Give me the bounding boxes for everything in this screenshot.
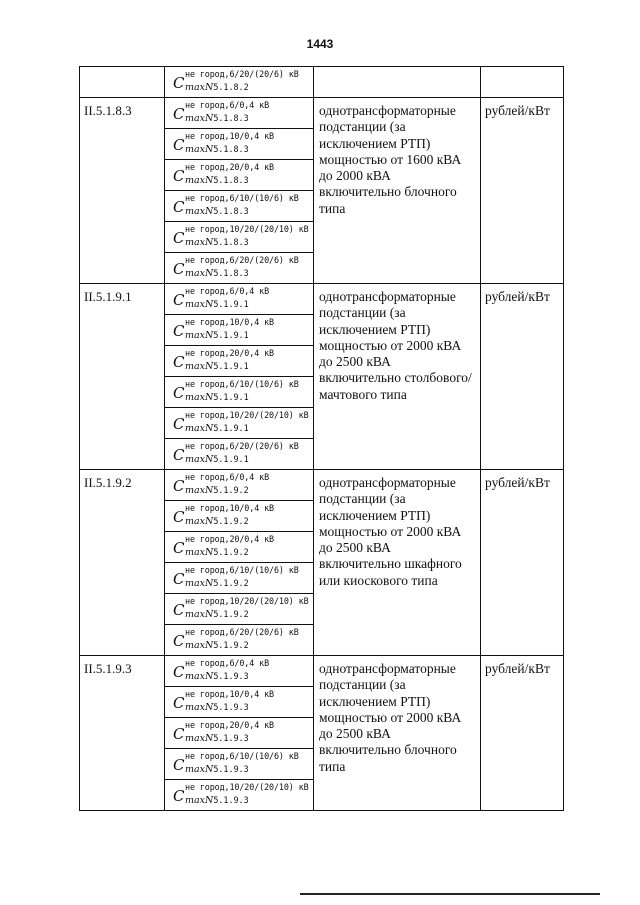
item-description: однотрансформаторные подстанции (за исключением РТП) мощностью от 2000 кВА до 2500 кВА включительно столбового/мачтового типа bbox=[314, 284, 481, 470]
formula-superscript: не город,6/0,4 кВ bbox=[185, 472, 270, 482]
formula-subscript-prefix: maxN bbox=[185, 144, 214, 155]
rate-formula bbox=[165, 656, 313, 686]
formula-subscript-prefix: maxN bbox=[185, 733, 214, 744]
rate-symbol: C bbox=[173, 167, 185, 185]
formula-cell bbox=[165, 594, 314, 625]
rate-symbol: C bbox=[173, 74, 185, 92]
formula-subscript bbox=[185, 144, 249, 155]
rate-symbol: C bbox=[173, 415, 185, 433]
formula-subscript-prefix: maxN bbox=[185, 268, 214, 279]
rate-formula bbox=[165, 501, 313, 531]
formula-superscript: не город,20/0,4 кВ bbox=[185, 534, 274, 544]
formula-subscript-prefix: maxN bbox=[185, 640, 214, 651]
item-code: II.5.1.9.1 bbox=[80, 284, 165, 470]
formula-subscript-code: 5.1.8.3 bbox=[213, 206, 249, 216]
formula-subscript bbox=[185, 206, 249, 217]
formula-subscript-code: 5.1.9.2 bbox=[213, 640, 249, 650]
formula-cell bbox=[165, 532, 314, 563]
formula-superscript: не город,6/10/(10/6) кВ bbox=[185, 193, 299, 203]
formula-subscript-prefix: maxN bbox=[185, 547, 214, 558]
formula-superscript: не город,10/0,4 кВ bbox=[185, 689, 274, 699]
formula-subscript bbox=[185, 175, 249, 186]
formula-subscript-prefix: maxN bbox=[185, 330, 214, 341]
item-code: II.5.1.9.3 bbox=[80, 656, 165, 811]
formula-superscript: не город,6/0,4 кВ bbox=[185, 286, 270, 296]
formula-cell bbox=[165, 780, 314, 811]
formula-subscript-code: 5.1.8.3 bbox=[213, 175, 249, 185]
rate-symbol: C bbox=[173, 198, 185, 216]
rate-symbol: C bbox=[173, 694, 185, 712]
formula-subscript-prefix: maxN bbox=[185, 206, 214, 217]
table-row bbox=[80, 656, 564, 687]
rate-symbol: C bbox=[173, 136, 185, 154]
rate-symbol: C bbox=[173, 384, 185, 402]
formula-cell bbox=[165, 222, 314, 253]
formula-cell bbox=[165, 98, 314, 129]
rate-formula bbox=[165, 563, 313, 593]
formula-subscript-prefix: maxN bbox=[185, 795, 214, 806]
bottom-rule bbox=[300, 893, 600, 895]
rate-formula bbox=[165, 129, 313, 159]
rate-symbol: C bbox=[173, 787, 185, 805]
rate-symbol: C bbox=[173, 632, 185, 650]
formula-cell bbox=[165, 749, 314, 780]
formula-cell bbox=[165, 687, 314, 718]
formula-subscript-code: 5.1.9.2 bbox=[213, 578, 249, 588]
rate-formula bbox=[165, 687, 313, 717]
formula-subscript-code: 5.1.9.3 bbox=[213, 795, 249, 805]
formula-subscript-code: 5.1.9.3 bbox=[213, 671, 249, 681]
rate-formula bbox=[165, 284, 313, 314]
rate-symbol: C bbox=[173, 570, 185, 588]
rate-symbol: C bbox=[173, 446, 185, 464]
formula-superscript: не город,6/20/(20/6) кВ bbox=[185, 69, 299, 79]
formula-cell bbox=[165, 191, 314, 222]
rate-formula bbox=[165, 191, 313, 221]
formula-subscript-prefix: maxN bbox=[185, 764, 214, 775]
formula-cell bbox=[165, 656, 314, 687]
item-description: однотрансформаторные подстанции (за исключением РТП) мощностью от 2000 кВА до 2500 кВА включительно блочного типа bbox=[314, 656, 481, 811]
formula-subscript-code: 5.1.8.3 bbox=[213, 113, 249, 123]
rate-symbol: C bbox=[173, 725, 185, 743]
formula-subscript-prefix: maxN bbox=[185, 361, 214, 372]
formula-subscript-code: 5.1.8.3 bbox=[213, 144, 249, 154]
rate-formula bbox=[165, 377, 313, 407]
formula-subscript-code: 5.1.9.1 bbox=[213, 299, 249, 309]
table-row bbox=[80, 67, 564, 98]
formula-superscript: не город,6/0,4 кВ bbox=[185, 658, 270, 668]
formula-subscript bbox=[185, 330, 249, 341]
formula-subscript-code: 5.1.9.1 bbox=[213, 361, 249, 371]
formula-superscript: не город,20/0,4 кВ bbox=[185, 162, 274, 172]
formula-subscript-code: 5.1.8.2 bbox=[213, 82, 249, 92]
formula-cell bbox=[165, 718, 314, 749]
formula-subscript-prefix: maxN bbox=[185, 392, 214, 403]
rate-formula bbox=[165, 253, 313, 283]
item-description: однотрансформаторные подстанции (за исключением РТП) мощностью от 1600 кВА до 2000 кВА включительно блочного типа bbox=[314, 98, 481, 284]
tariff-table-body bbox=[80, 67, 564, 811]
rate-symbol: C bbox=[173, 322, 185, 340]
item-code bbox=[80, 67, 165, 98]
formula-superscript: не город,6/20/(20/6) кВ bbox=[185, 627, 299, 637]
formula-cell bbox=[165, 563, 314, 594]
formula-subscript-code: 5.1.9.1 bbox=[213, 392, 249, 402]
formula-subscript bbox=[185, 423, 249, 434]
rate-symbol: C bbox=[173, 663, 185, 681]
formula-superscript: не город,10/20/(20/10) кВ bbox=[185, 596, 309, 606]
rate-formula bbox=[165, 780, 313, 810]
formula-subscript-code: 5.1.8.3 bbox=[213, 268, 249, 278]
formula-subscript bbox=[185, 702, 249, 713]
rate-symbol: C bbox=[173, 508, 185, 526]
formula-superscript: не город,10/20/(20/10) кВ bbox=[185, 410, 309, 420]
formula-subscript bbox=[185, 113, 249, 124]
rate-symbol: C bbox=[173, 229, 185, 247]
formula-subscript bbox=[185, 764, 249, 775]
formula-subscript-prefix: maxN bbox=[185, 423, 214, 434]
formula-subscript-prefix: maxN bbox=[185, 578, 214, 589]
formula-cell bbox=[165, 439, 314, 470]
rate-formula bbox=[165, 625, 313, 655]
formula-subscript-prefix: maxN bbox=[185, 299, 214, 310]
formula-subscript-prefix: maxN bbox=[185, 609, 214, 620]
formula-cell bbox=[165, 625, 314, 656]
formula-subscript bbox=[185, 795, 249, 806]
rate-formula bbox=[165, 594, 313, 624]
formula-subscript bbox=[185, 392, 249, 403]
formula-cell bbox=[165, 253, 314, 284]
formula-subscript-code: 5.1.9.2 bbox=[213, 516, 249, 526]
formula-subscript-code: 5.1.9.2 bbox=[213, 547, 249, 557]
item-unit: рублей/кВт bbox=[481, 284, 564, 470]
formula-subscript-prefix: maxN bbox=[185, 702, 214, 713]
rate-symbol: C bbox=[173, 105, 185, 123]
formula-subscript bbox=[185, 454, 249, 465]
rate-formula bbox=[165, 470, 313, 500]
formula-subscript bbox=[185, 82, 249, 93]
formula-superscript: не город,6/20/(20/6) кВ bbox=[185, 441, 299, 451]
rate-formula bbox=[165, 346, 313, 376]
rate-symbol: C bbox=[173, 291, 185, 309]
rate-formula bbox=[165, 532, 313, 562]
item-code: II.5.1.9.2 bbox=[80, 470, 165, 656]
formula-cell bbox=[165, 470, 314, 501]
formula-subscript bbox=[185, 361, 249, 372]
formula-superscript: не город,6/10/(10/6) кВ bbox=[185, 379, 299, 389]
formula-subscript-code: 5.1.9.1 bbox=[213, 423, 249, 433]
formula-subscript-code: 5.1.9.3 bbox=[213, 702, 249, 712]
rate-formula bbox=[165, 315, 313, 345]
formula-subscript bbox=[185, 237, 249, 248]
formula-superscript: не город,6/0,4 кВ bbox=[185, 100, 270, 110]
formula-superscript: не город,6/10/(10/6) кВ bbox=[185, 565, 299, 575]
rate-symbol: C bbox=[173, 477, 185, 495]
formula-superscript: не город,20/0,4 кВ bbox=[185, 348, 274, 358]
rate-symbol: C bbox=[173, 539, 185, 557]
formula-subscript bbox=[185, 609, 249, 620]
formula-subscript-code: 5.1.9.1 bbox=[213, 330, 249, 340]
page-number: 1443 bbox=[306, 37, 334, 51]
formula-subscript-prefix: maxN bbox=[185, 237, 214, 248]
formula-superscript: не город,10/0,4 кВ bbox=[185, 317, 274, 327]
item-description: однотрансформаторные подстанции (за исключением РТП) мощностью от 2000 кВА до 2500 кВА включительно шкафного или киоскового типа bbox=[314, 470, 481, 656]
item-unit: рублей/кВт bbox=[481, 470, 564, 656]
item-description bbox=[314, 67, 481, 98]
tariff-table bbox=[79, 66, 564, 811]
table-row bbox=[80, 98, 564, 129]
formula-superscript: не город,10/20/(20/10) кВ bbox=[185, 782, 309, 792]
rate-formula bbox=[165, 98, 313, 128]
formula-cell bbox=[165, 129, 314, 160]
formula-subscript bbox=[185, 733, 249, 744]
formula-subscript bbox=[185, 299, 249, 310]
formula-subscript-code: 5.1.9.1 bbox=[213, 454, 249, 464]
formula-subscript-prefix: maxN bbox=[185, 175, 214, 186]
formula-subscript bbox=[185, 516, 249, 527]
item-code: II.5.1.8.3 bbox=[80, 98, 165, 284]
formula-subscript-code: 5.1.9.3 bbox=[213, 764, 249, 774]
formula-cell bbox=[165, 408, 314, 439]
formula-subscript bbox=[185, 578, 249, 589]
formula-subscript-prefix: maxN bbox=[185, 113, 214, 124]
rate-formula bbox=[165, 439, 313, 469]
rate-symbol: C bbox=[173, 756, 185, 774]
formula-cell bbox=[165, 315, 314, 346]
rate-formula bbox=[165, 160, 313, 190]
formula-cell bbox=[165, 501, 314, 532]
formula-subscript-prefix: maxN bbox=[185, 82, 214, 93]
item-unit: рублей/кВт bbox=[481, 656, 564, 811]
rate-formula bbox=[165, 718, 313, 748]
rate-formula bbox=[165, 222, 313, 252]
formula-superscript: не город,10/0,4 кВ bbox=[185, 503, 274, 513]
rate-formula bbox=[165, 749, 313, 779]
formula-subscript bbox=[185, 268, 249, 279]
formula-subscript-prefix: maxN bbox=[185, 485, 214, 496]
formula-subscript bbox=[185, 671, 249, 682]
rate-symbol: C bbox=[173, 260, 185, 278]
formula-subscript-prefix: maxN bbox=[185, 516, 214, 527]
formula-superscript: не город,10/20/(20/10) кВ bbox=[185, 224, 309, 234]
formula-cell bbox=[165, 377, 314, 408]
formula-subscript-code: 5.1.9.2 bbox=[213, 485, 249, 495]
table-row bbox=[80, 470, 564, 501]
rate-formula bbox=[165, 67, 313, 97]
table-row bbox=[80, 284, 564, 315]
formula-subscript-code: 5.1.9.3 bbox=[213, 733, 249, 743]
formula-cell bbox=[165, 67, 314, 98]
formula-subscript-code: 5.1.9.2 bbox=[213, 609, 249, 619]
formula-superscript: не город,20/0,4 кВ bbox=[185, 720, 274, 730]
rate-symbol: C bbox=[173, 601, 185, 619]
formula-subscript bbox=[185, 640, 249, 651]
formula-superscript: не город,6/20/(20/6) кВ bbox=[185, 255, 299, 265]
item-unit bbox=[481, 67, 564, 98]
formula-superscript: не город,6/10/(10/6) кВ bbox=[185, 751, 299, 761]
formula-subscript-code: 5.1.8.3 bbox=[213, 237, 249, 247]
rate-formula bbox=[165, 408, 313, 438]
formula-cell bbox=[165, 160, 314, 191]
formula-subscript bbox=[185, 547, 249, 558]
formula-cell bbox=[165, 346, 314, 377]
formula-subscript-prefix: maxN bbox=[185, 454, 214, 465]
rate-symbol: C bbox=[173, 353, 185, 371]
formula-subscript-prefix: maxN bbox=[185, 671, 214, 682]
formula-subscript bbox=[185, 485, 249, 496]
item-unit: рублей/кВт bbox=[481, 98, 564, 284]
formula-cell bbox=[165, 284, 314, 315]
formula-superscript: не город,10/0,4 кВ bbox=[185, 131, 274, 141]
